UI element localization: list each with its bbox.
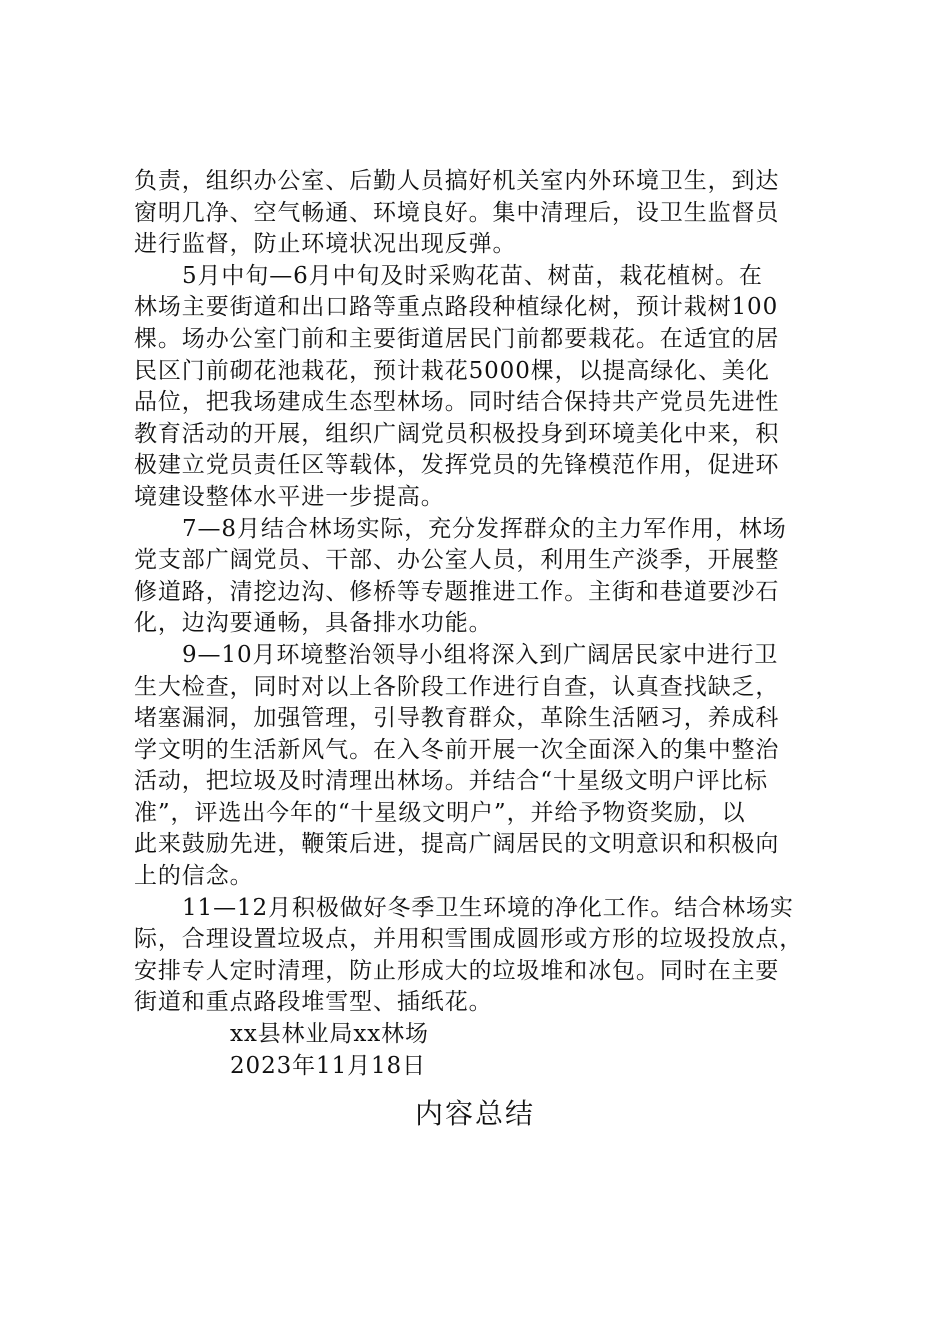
text-line: 际，合理设置垃圾点，并用积雪围成圆形或方形的垃圾投放点，	[134, 926, 804, 953]
date-line: 2023年11月18日	[230, 1052, 426, 1079]
text-line: 极建立党员责任区等载体，发挥党员的先锋模范作用，促进环	[134, 452, 780, 479]
text-line: 11—12月积极做好冬季卫生环境的净化工作。结合林场实	[182, 894, 794, 921]
paragraph-may-june	[134, 261, 834, 514]
text-line: 进行监督，防止环境状况出现反弹。	[134, 231, 517, 258]
text-line: 街道和重点路段堆雪型、插纸花。	[134, 989, 493, 1016]
text-line: 此来鼓励先进，鞭策后进，提高广阔居民的文明意识和积极向	[134, 831, 780, 858]
text-line: 教育活动的开展，组织广阔党员积极投身到环境美化中来，积	[134, 420, 780, 447]
text-line: 5月中旬—6月中旬及时采购花苗、树苗，栽花植树。在	[182, 262, 763, 289]
text-line: 境建设整体水平进一步提高。	[134, 483, 445, 510]
text-line: 林场主要街道和出口路等重点路段种植绿化树，预计栽树100	[134, 294, 779, 321]
text-line: 学文明的生活新风气。在入冬前开展一次全面深入的集中整治	[134, 736, 780, 763]
document-body	[134, 166, 834, 1082]
text-line: 准”，评选出今年的“十星级文明户”，并给予物资奖励，以	[134, 799, 746, 826]
text-line: 品位，把我场建成生态型林场。同时结合保持共产党员先进性	[134, 389, 780, 416]
paragraph-july-august	[134, 514, 834, 640]
text-line: 安排专人定时清理，防止形成大的垃圾堆和冰包。同时在主要	[134, 957, 780, 984]
paragraph-continuation	[134, 166, 834, 261]
summary-heading: 内容总结	[414, 1097, 535, 1130]
text-line: 修道路，清挖边沟、修桥等专题推进工作。主街和巷道要沙石	[134, 578, 780, 605]
paragraph-september-october	[134, 640, 834, 893]
text-line: 党支部广阔党员、干部、办公室人员，利用生产淡季，开展整	[134, 547, 780, 574]
paragraph-november-december	[134, 893, 834, 1019]
text-line: 活动，把垃圾及时清理出林场。并结合“十星级文明户评比标	[134, 768, 769, 795]
text-line: 窗明几净、空气畅通、环境良好。集中清理后，设卫生监督员	[134, 199, 780, 226]
text-line: 化，边沟要通畅，具备排水功能。	[134, 610, 493, 637]
text-line: 生大检查，同时对以上各阶段工作进行自查，认真查找缺乏，	[134, 673, 780, 700]
text-line: 7—8月结合林场实际，充分发挥群众的主力军作用，林场	[182, 515, 787, 542]
text-line: 棵。场办公室门前和主要街道居民门前都要栽花。在适宜的居	[134, 325, 780, 352]
signature-line: xx县林业局xx林场	[230, 1021, 429, 1048]
text-line: 堵塞漏洞，加强管理，引导教育群众，革除生活陋习，养成科	[134, 705, 780, 732]
text-line: 负责，组织办公室、后勤人员搞好机关室内外环境卫生，到达	[134, 168, 780, 194]
text-line: 9—10月环境整治领导小组将深入到广阔居民家中进行卫	[182, 641, 779, 668]
text-line: 上的信念。	[134, 863, 254, 890]
text-line: 民区门前砌花池栽花，预计栽花5000棵，以提高绿化、美化	[134, 357, 770, 384]
